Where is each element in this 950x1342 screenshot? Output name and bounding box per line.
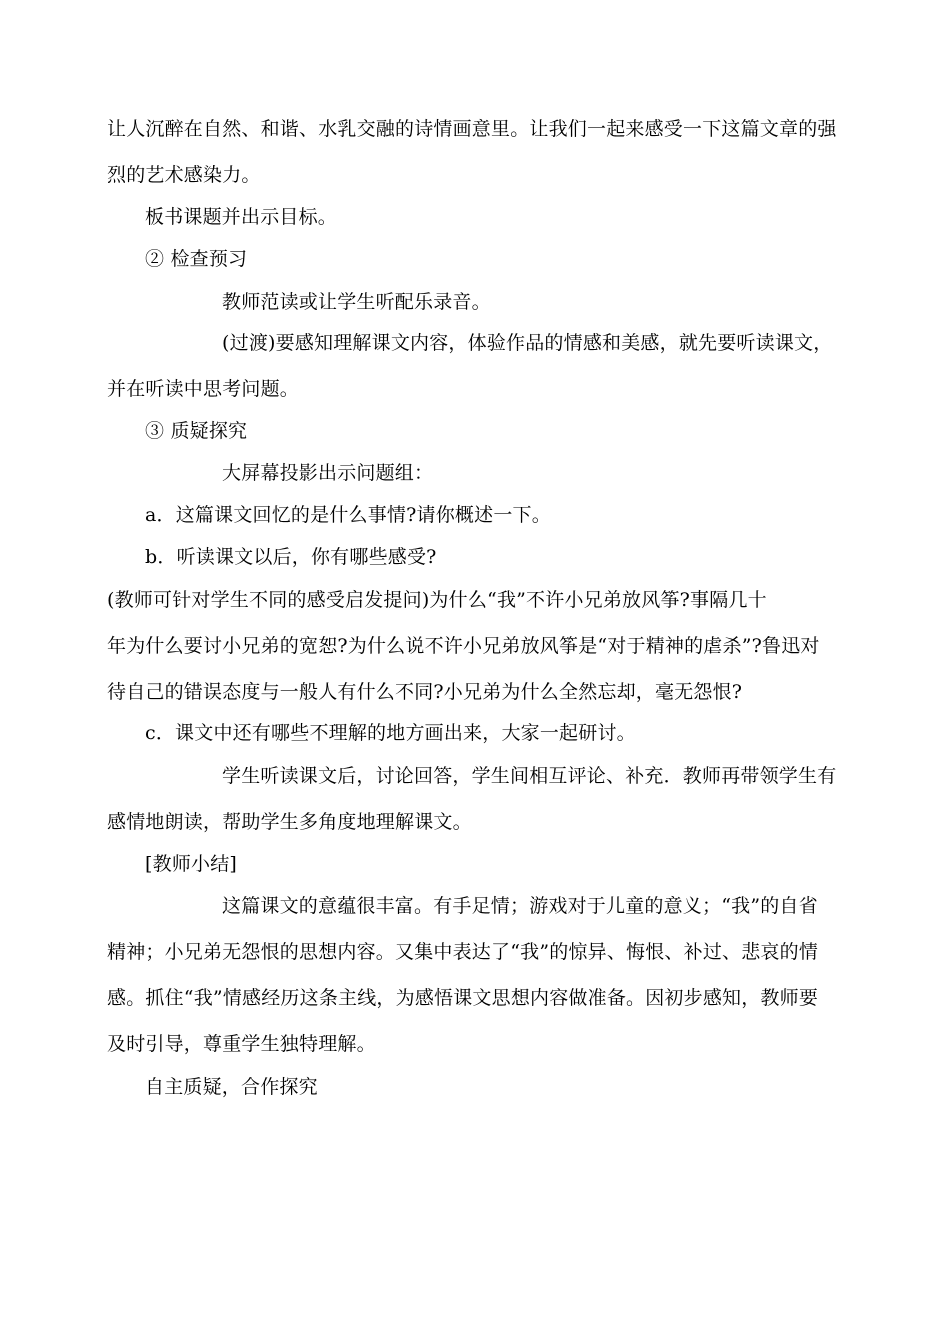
text-line: 感。抓住“我”情感经历这条主线，为感悟课文思想内容做准备。因初步感知，教师要 (107, 987, 819, 1009)
text-line: 年为什么要讨小兄弟的宽恕?为什么说不许小兄弟放风筝是“对于精神的虐杀”?鲁迅对 (107, 635, 820, 657)
text-line: 并在听读中思考问题。 (107, 378, 300, 400)
section-heading: [教师小结] (145, 853, 238, 875)
text-line: 感情地朗读，帮助学生多角度地理解课文。 (107, 811, 472, 833)
question-item: b．听读课文以后，你有哪些感受? (145, 546, 437, 568)
text-line: 板书课题并出示目标。 (145, 206, 338, 228)
text-line: (教师可针对学生不同的感受启发提问)为什么“我”不许小兄弟放风筝?事隔几十 (107, 589, 767, 611)
text-line: 待自己的错误态度与一般人有什么不同?小兄弟为什么全然忘却，毫无怨恨? (107, 681, 743, 703)
text-line: 教师范读或让学生听配乐录音。 (222, 291, 491, 313)
text-line: 学生听读课文后，讨论回答，学生间相互评论、补充．教师再带领学生有 (222, 765, 837, 787)
section-heading: ③ 质疑探究 (145, 420, 248, 442)
question-item: c．课文中还有哪些不理解的地方画出来，大家一起研讨。 (145, 722, 636, 744)
text-line: (过渡)要感知理解课文内容，体验作品的情感和美感，就先要听读课文， (222, 332, 833, 354)
text-line: 烈的艺术感染力。 (107, 164, 261, 186)
question-item: a．这篇课文回忆的是什么事情?请你概述一下。 (145, 504, 551, 526)
text-line: 让人沉醉在自然、和谐、水乳交融的诗情画意里。让我们一起来感受一下这篇文章的强 (107, 118, 837, 140)
text-line: 及时引导，尊重学生独特理解。 (107, 1033, 376, 1055)
text-line: 这篇课文的意蕴很丰富。有手足情；游戏对于儿童的意义；“我”的自省 (222, 895, 818, 917)
text-line: 大屏幕投影出示问题组： (222, 462, 434, 484)
section-heading: ② 检查预习 (145, 248, 248, 270)
section-heading: 自主质疑，合作探究 (145, 1076, 318, 1098)
text-line: 精神；小兄弟无怨恨的思想内容。又集中表达了“我”的惊异、悔恨、补过、悲哀的情 (107, 941, 819, 963)
